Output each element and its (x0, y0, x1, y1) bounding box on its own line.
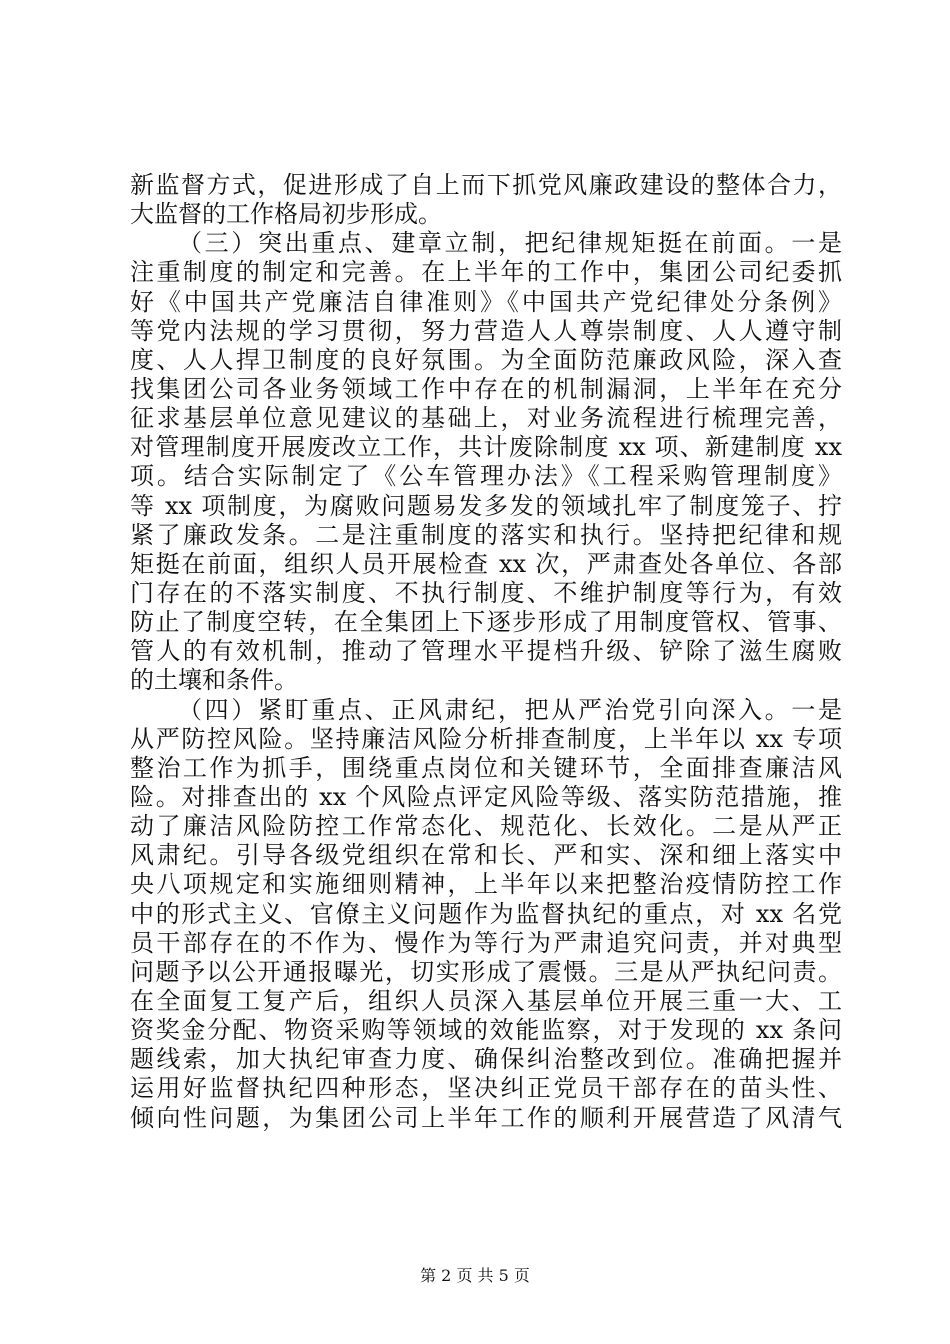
text-line: 风肃纪。引导各级党组织在常和长、严和实、深和细上落实中 (130, 841, 842, 870)
text-line: 倾向性问题，为集团公司上半年工作的顺利开展营造了风清气 (130, 1103, 842, 1132)
text-line: 好《中国共产党廉洁自律准则》《中国共产党纪律处分条例》 (130, 287, 842, 316)
text-line: 中的形式主义、官僚主义问题作为监督执纪的重点，对 xx 名党 (130, 899, 842, 928)
text-line: 找集团公司各业务领域工作中存在的机制漏洞，上半年在充分 (130, 374, 842, 403)
text-line: 的土壤和条件。 (130, 666, 298, 695)
text-line: 险。对排查出的 xx 个风险点评定风险等级、落实防范措施，推 (130, 782, 842, 811)
text-line: 运用好监督执纪四种形态，坚决纠正党员干部存在的苗头性、 (130, 1074, 842, 1103)
text-line: 矩挺在前面，组织人员开展检查 xx 次，严肃查处各单位、各部 (130, 549, 842, 578)
text-line: 门存在的不落实制度、不执行制度、不维护制度等行为，有效 (130, 578, 842, 607)
text-line: （三）突出重点、建章立制，把纪律规矩挺在前面。一是 (178, 229, 842, 258)
text-line: 注重制度的制定和完善。在上半年的工作中，集团公司纪委抓 (130, 258, 842, 287)
text-line: （四）紧盯重点、正风肃纪，把从严治党引向深入。一是 (178, 695, 842, 724)
text-line: 在全面复工复产后，组织人员深入基层单位开展三重一大、工 (130, 986, 842, 1015)
text-line: 从严防控风险。坚持廉洁风险分析排查制度，上半年以 xx 专项 (130, 724, 842, 753)
text-line: 央八项规定和实施细则精神，上半年以来把整治疫情防控工作 (130, 870, 842, 899)
text-line: 管人的有效机制，推动了管理水平提档升级、铲除了滋生腐败 (130, 637, 842, 666)
text-line: 防止了制度空转，在全集团上下逐步形成了用制度管权、管事、 (130, 608, 842, 637)
page-footer: 第 2 页 共 5 页 (420, 1266, 530, 1285)
text-line: 等党内法规的学习贯彻，努力营造人人尊崇制度、人人遵守制 (130, 316, 842, 345)
text-line: 问题予以公开通报曝光，切实形成了震慑。三是从严执纪问责。 (130, 957, 842, 986)
text-line: 动了廉洁风险防控工作常态化、规范化、长效化。二是从严正 (130, 812, 842, 841)
text-line: 大监督的工作格局初步形成。 (130, 200, 442, 229)
text-line: 度、人人捍卫制度的良好氛围。为全面防范廉政风险，深入查 (130, 345, 842, 374)
text-line: 新监督方式，促进形成了自上而下抓党风廉政建设的整体合力， (130, 171, 842, 199)
text-line: 紧了廉政发条。二是注重制度的落实和执行。坚持把纪律和规 (130, 520, 842, 549)
text-line: 征求基层单位意见建议的基础上，对业务流程进行梳理完善， (130, 404, 842, 433)
text-line: 题线索，加大执纪审查力度、确保纠治整改到位。准确把握并 (130, 1045, 842, 1074)
text-line: 员干部存在的不作为、慢作为等行为严肃追究问责，并对典型 (130, 928, 842, 957)
text-line: 对管理制度开展废改立工作，共计废除制度 xx 项、新建制度 xx (130, 433, 842, 462)
text-line: 整治工作为抓手，围绕重点岗位和关键环节，全面排查廉洁风 (130, 753, 842, 782)
document-body (130, 171, 842, 1133)
text-line: 项。结合实际制定了《公车管理办法》《工程采购管理制度》 (130, 462, 842, 491)
text-line: 资奖金分配、物资采购等领域的效能监察，对于发现的 xx 条问 (130, 1016, 842, 1045)
text-line: 等 xx 项制度，为腐败问题易发多发的领域扎牢了制度笼子、拧 (130, 491, 842, 520)
